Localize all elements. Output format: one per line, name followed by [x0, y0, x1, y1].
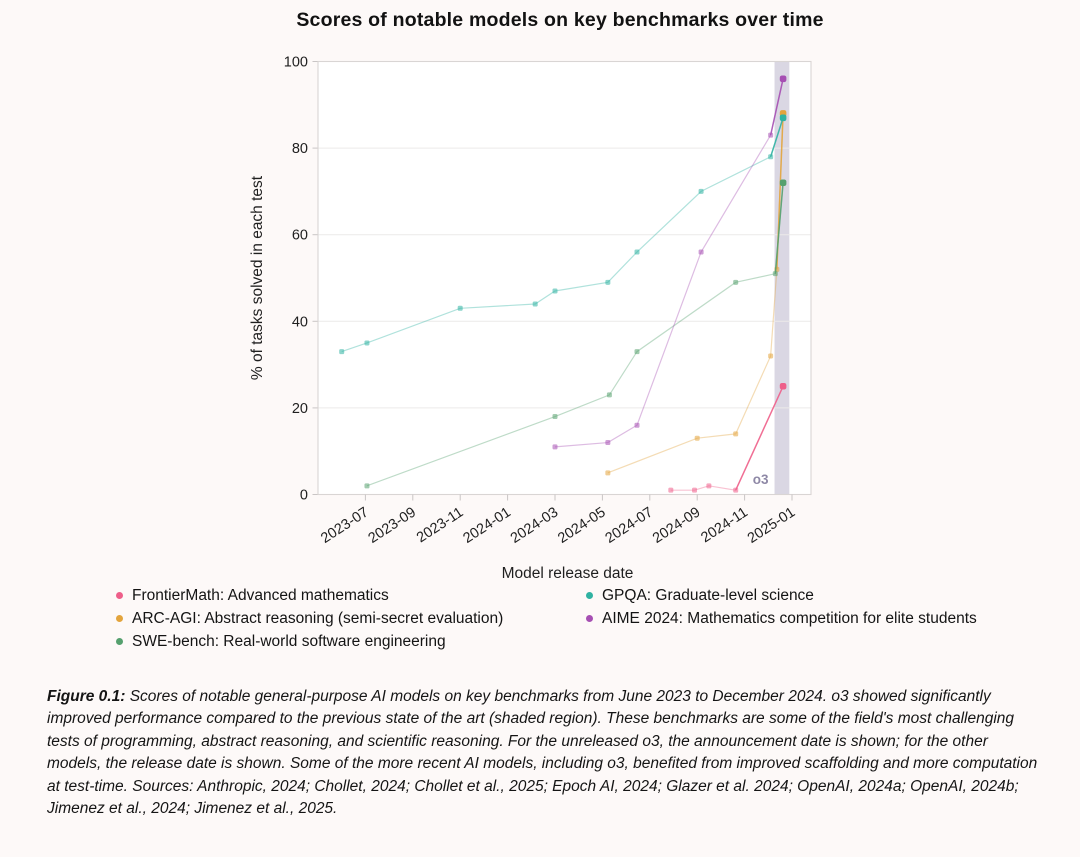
series-point-swe-bench — [553, 414, 558, 419]
series-point-gpqa — [635, 250, 640, 255]
series-point-gpqa — [605, 280, 610, 285]
series-point-arc-agi — [733, 431, 738, 436]
y-tick-label: 100 — [283, 54, 308, 71]
legend-column-right — [586, 584, 977, 630]
series-point-aime-2024 — [768, 133, 773, 138]
y-tick-label: 80 — [291, 141, 308, 158]
series-point-gpqa — [339, 349, 344, 354]
y-tick-label: 0 — [299, 487, 308, 504]
series-point-gpqa — [364, 340, 369, 345]
series-point-gpqa — [768, 154, 773, 159]
series-point-arc-agi — [605, 470, 610, 475]
series-point-frontiermath — [692, 488, 697, 493]
legend-item-swe-bench — [116, 630, 503, 653]
y-tick-label: 20 — [291, 400, 308, 417]
series-point-frontiermath — [668, 488, 673, 493]
series-point-aime-2024 — [553, 444, 558, 449]
series-point-gpqa — [780, 114, 787, 121]
x-tick-label: 2024-09 — [650, 504, 704, 547]
legend-item-arc-agi — [116, 607, 503, 630]
legend-label-arc-agi: ARC-AGI: Abstract reasoning (semi-secret evaluation) — [132, 609, 504, 627]
x-tick-label: 2024-03 — [507, 504, 562, 547]
x-tick-label: 2024-07 — [602, 504, 656, 547]
figure-caption-text: Scores of notable general-purpose AI models on key benchmarks from June 2023 to December 2024. o3 showed significantly improved performance compared to the previous state of the art (shaded region). These benchmarks are some of the field's most challenging tests of programming, abstract reasoning, and scientific reasoning. For the unreleased o3, the announcement date is shown; for the other models, the release date is shown. Some of the more recent AI models, including o3, benefited from improved scaffolding and more computation at test-time. Sources: Anthropic, 2024; Chollet, 2024; Chollet et al., 2025; Epoch AI, 2024; Glazer et al. 2024; OpenAI, 2024a; OpenAI, 2024b; Jimenez et al., 2024; Jimenez et al., 2025. — [47, 688, 1038, 818]
y-tick-label: 60 — [291, 227, 308, 244]
figure-caption-label: Figure 0.1: — [47, 688, 126, 705]
x-tick-label: 2025-01 — [744, 504, 799, 547]
legend-item-gpqa — [586, 584, 977, 607]
figure-caption — [47, 686, 1039, 820]
series-point-swe-bench — [607, 392, 612, 397]
legend-label-aime-2024: AIME 2024: Mathematics competition for elite students — [602, 609, 977, 627]
series-point-gpqa — [553, 288, 558, 293]
series-point-gpqa — [533, 301, 538, 306]
legend-dot-aime-2024 — [586, 615, 593, 622]
series-point-aime-2024 — [635, 423, 640, 428]
series-point-swe-bench — [635, 349, 640, 354]
y-axis-title: % of tasks solved in each test — [249, 175, 266, 381]
legend-dot-arc-agi — [116, 615, 123, 622]
x-tick-label: 2024-01 — [460, 504, 514, 547]
legend-label-gpqa: GPQA: Graduate-level science — [602, 586, 814, 604]
x-tick-label: 2024-11 — [698, 504, 751, 547]
series-point-gpqa — [699, 189, 704, 194]
series-point-swe-bench — [773, 271, 778, 276]
series-point-swe-bench — [364, 483, 369, 488]
series-point-aime-2024 — [699, 250, 704, 255]
x-tick-label: 2023-07 — [318, 504, 372, 547]
legend-label-swe-bench: SWE-bench: Real-world software engineering — [132, 632, 446, 650]
chart-title: Scores of notable models on key benchmarks over time — [296, 9, 824, 31]
series-point-arc-agi — [768, 353, 773, 358]
legend-label-frontiermath: FrontierMath: Advanced mathematics — [132, 586, 389, 604]
series-point-frontiermath — [706, 483, 711, 488]
legend-item-frontiermath — [116, 584, 503, 607]
x-axis-title: Model release date — [501, 565, 634, 582]
x-tick-label: 2023-11 — [413, 504, 467, 547]
series-point-gpqa — [458, 306, 463, 311]
series-point-arc-agi — [695, 436, 700, 441]
o3-band-label: o3 — [752, 472, 769, 487]
legend-dot-frontiermath — [116, 592, 123, 599]
x-tick-label: 2023-09 — [365, 504, 419, 547]
x-tick-label: 2024-05 — [555, 504, 609, 547]
series-point-swe-bench — [780, 179, 787, 186]
legend-dot-swe-bench — [116, 638, 123, 645]
series-point-aime-2024 — [605, 440, 610, 445]
legend-dot-gpqa — [586, 592, 593, 599]
series-point-frontiermath — [780, 383, 787, 390]
series-point-swe-bench — [733, 280, 738, 285]
legend-item-aime-2024 — [586, 607, 977, 630]
legend-column-left — [116, 584, 503, 653]
series-point-aime-2024 — [780, 76, 787, 83]
y-tick-label: 40 — [291, 314, 308, 331]
series-point-frontiermath — [733, 488, 738, 493]
